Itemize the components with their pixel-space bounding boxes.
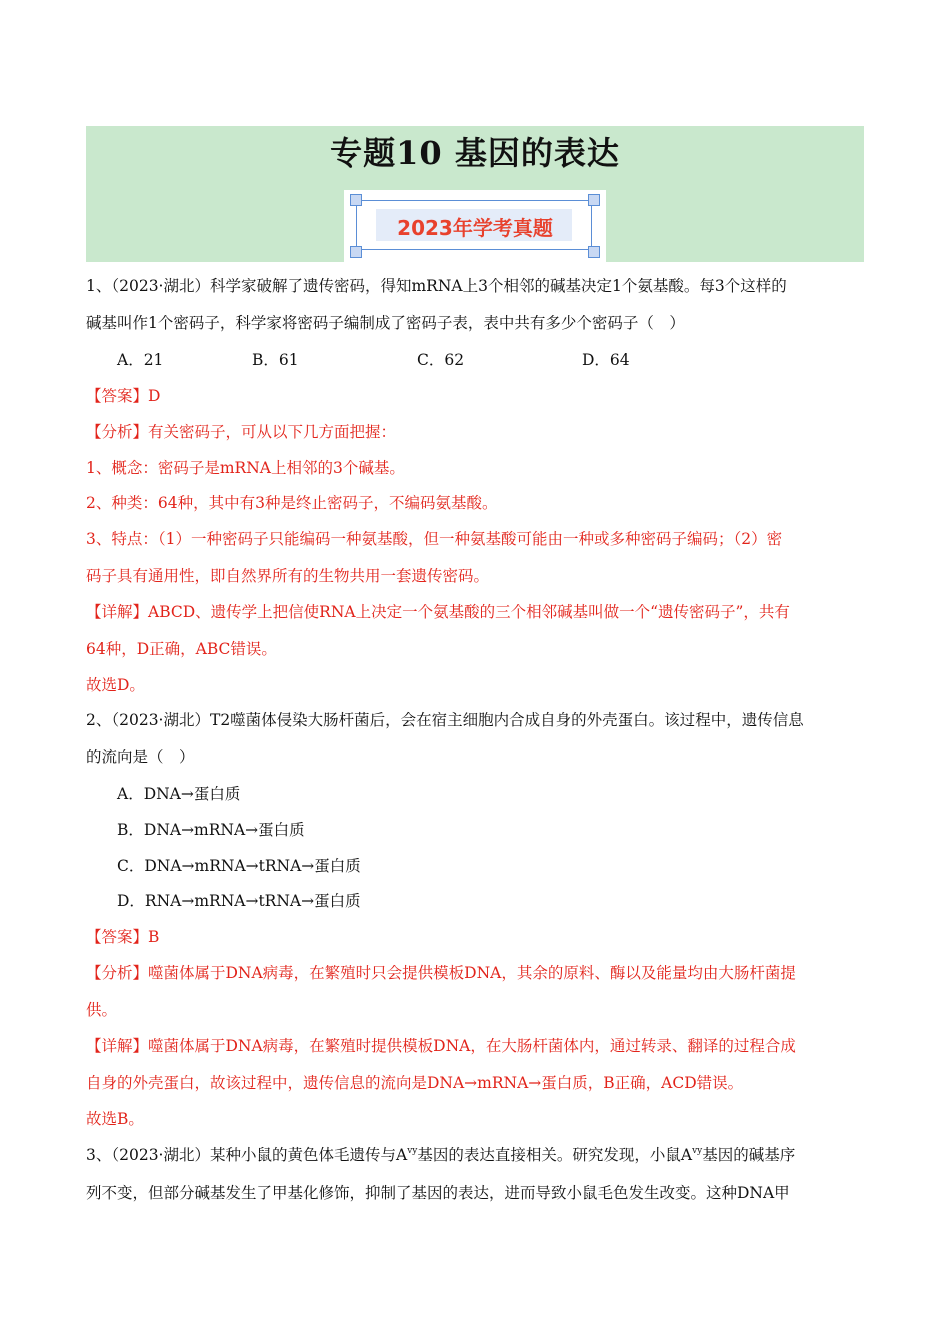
q1-option-a: A．21	[117, 351, 164, 369]
badge-corner-icon	[588, 246, 600, 258]
q2-analysis-line2: 供。	[86, 1001, 118, 1019]
badge-label: 2023年学考真题	[397, 216, 553, 240]
q2-option-d: D．RNA→mRNA→tRNA→蛋白质	[117, 892, 361, 910]
q2-detail-line1: 【详解】噬菌体属于DNA病毒，在繁殖时提供模板DNA，在大肠杆菌体内，通过转录、翻译的过程合成	[86, 1037, 796, 1055]
q2-choose: 故选B。	[86, 1110, 144, 1128]
q1-detail-line2: 64种，D正确，ABC错误。	[86, 640, 277, 658]
q2-answer: 【答案】B	[86, 928, 160, 946]
q1-analysis: 【分析】有关密码子，可从以下几方面把握：	[86, 423, 397, 441]
q2-stem-line1: 2、（2023·湖北）T2噬菌体侵染大肠杆菌后，会在宿主细胞内合成自身的外壳蛋白。该过程中，遗传信息	[86, 711, 804, 729]
q2-option-c: C．DNA→mRNA→tRNA→蛋白质	[117, 857, 361, 875]
q2-option-a: A．DNA→蛋白质	[117, 785, 241, 803]
q1-point3-line2: 码子具有通用性，即自然界所有的生物共用一套遗传密码。	[86, 567, 490, 585]
q2-stem-line2: 的流向是（ ）	[86, 748, 195, 766]
q1-option-d: D．64	[582, 351, 630, 369]
page-title: 专题10 基因的表达	[330, 134, 620, 172]
q2-analysis-line1: 【分析】噬菌体属于DNA病毒，在繁殖时只会提供模板DNA，其余的原料、酶以及能量均由大肠杆菌提	[86, 964, 796, 982]
q1-point2: 2、种类：64种，其中有3种是终止密码子，不编码氨基酸。	[86, 494, 498, 512]
q1-stem-line1: 1、（2023·湖北）科学家破解了遗传密码，得知mRNA上3个相邻的碱基决定1个氨基酸。每3个这样的	[86, 277, 787, 295]
q2-detail-line2: 自身的外壳蛋白，故该过程中，遗传信息的流向是DNA→mRNA→蛋白质，B正确，ACD错误。	[86, 1074, 744, 1092]
q3-superscript-1: vy	[407, 1146, 418, 1156]
q3-text-part3: 基因的碱基序	[702, 1146, 796, 1164]
q1-point3-line1: 3、特点：（1）一种密码子只能编码一种氨基酸，但一种氨基酸可能由一种或多种密码子编码；（2）密	[86, 530, 783, 548]
q1-stem-line2: 碱基叫作1个密码子，科学家将密码子编制成了密码子表，表中共有多少个密码子（ ）	[86, 314, 685, 332]
q1-option-c: C．62	[417, 351, 465, 369]
q1-choose: 故选D。	[86, 676, 145, 694]
q1-point1: 1、概念：密码子是mRNA上相邻的3个碱基。	[86, 459, 405, 477]
q3-text-part2: 基因的表达直接相关。研究发现，小鼠A	[417, 1146, 693, 1164]
q1-answer: 【答案】D	[86, 387, 161, 405]
badge-corner-icon	[350, 246, 362, 258]
badge-corner-icon	[350, 194, 362, 206]
q3-text-part1: 3、（2023·湖北）某种小鼠的黄色体毛遗传与A	[86, 1146, 408, 1164]
badge-corner-icon	[588, 194, 600, 206]
q3-stem-line1	[86, 1145, 795, 1165]
q1-detail-line1: 【详解】ABCD、遗传学上把信使RNA上决定一个氨基酸的三个相邻碱基叫做一个“遗传密码子”，共有	[86, 603, 790, 621]
q3-superscript-2: vy	[692, 1146, 703, 1156]
q3-stem-line2: 列不变，但部分碱基发生了甲基化修饰，抑制了基因的表达，进而导致小鼠毛色发生改变。这种DNA甲	[86, 1184, 790, 1202]
q1-option-b: B．61	[252, 351, 299, 369]
q2-option-b: B．DNA→mRNA→蛋白质	[117, 821, 305, 839]
